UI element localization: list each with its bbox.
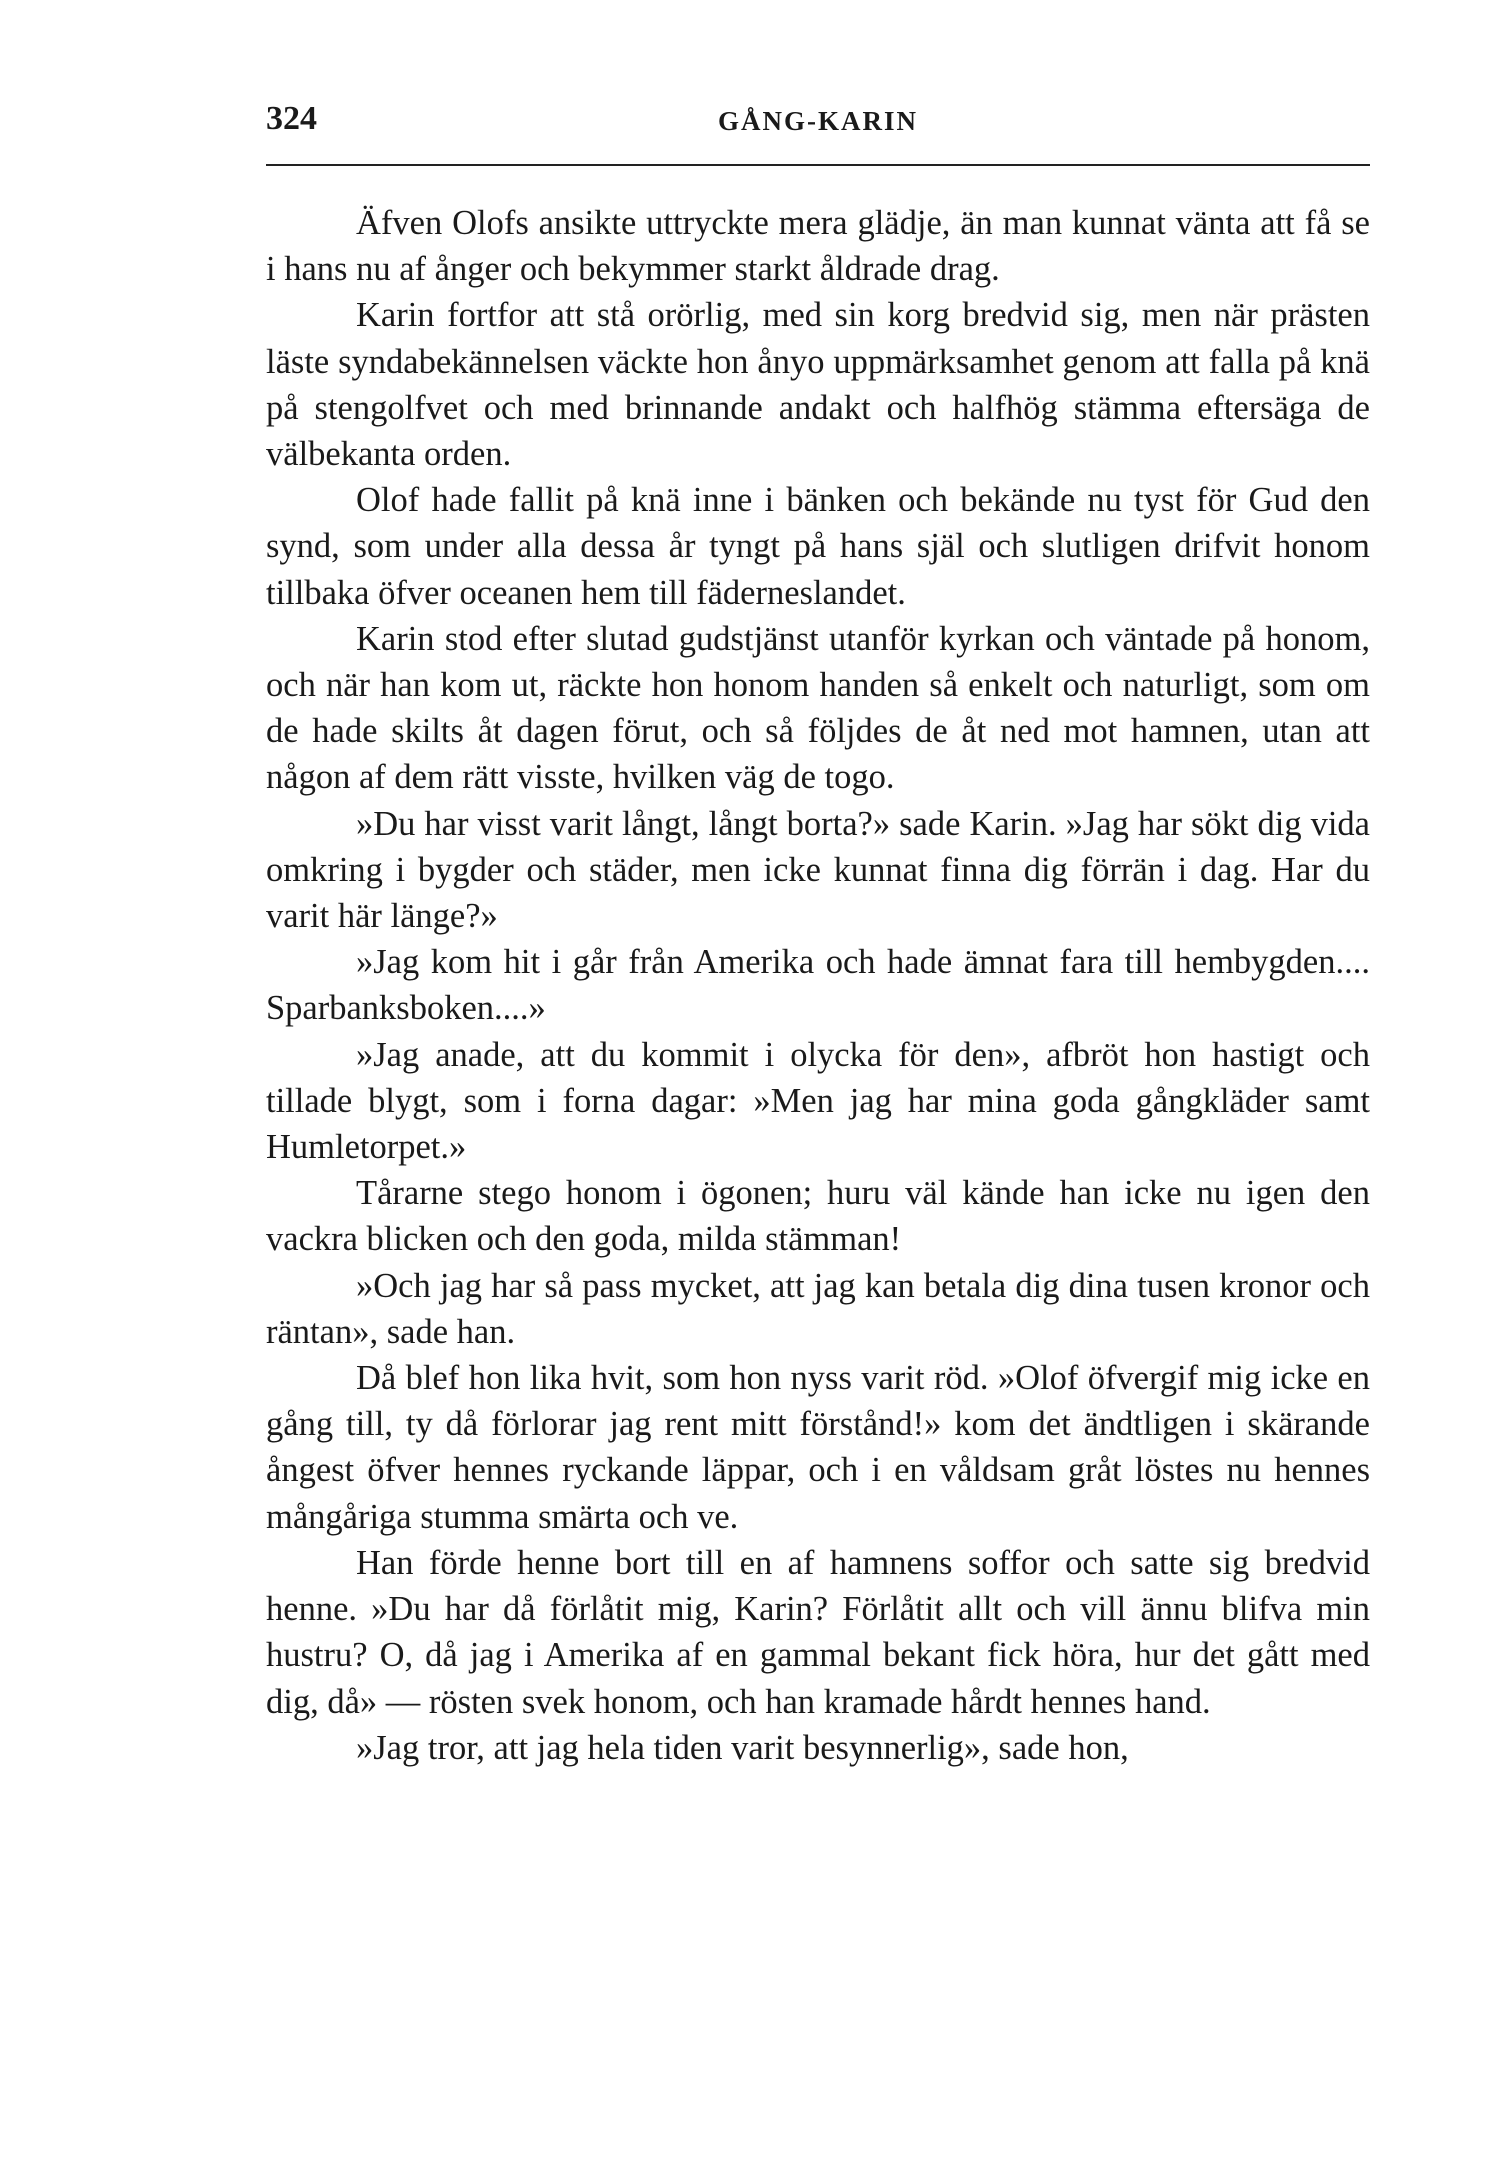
paragraph: »Jag tror, att jag hela tiden varit besynnerlig», sade hon, (356, 1728, 1129, 1767)
paragraph: Då blef hon lika hvit, som hon nyss varit röd. »Olof öfvergif mig icke en gång till, ty då förlorar jag rent mitt förstånd!» kom det ändtligen i skärande ångest öfver hennes ryckande läppar, och i en våldsam gråt löstes nu hennes mångåriga stumma smärta och ve. (266, 1359, 1370, 1536)
paragraph: »Du har visst varit långt, långt borta?» sade Karin. »Jag har sökt dig vida omkring i bygder och städer, men icke kunnat finna dig förrän i dag. Har du varit här länge?» (266, 804, 1370, 936)
paragraph: Karin stod efter slutad gudstjänst utanför kyrkan och väntade på honom, och när han kom ut, räckte hon honom handen så enkelt och naturligt, som om de hade skilts åt dagen förut, och så följdes de åt ned mot hamnen, utan att någon af dem rätt visste, hvilken väg de togo. (266, 619, 1370, 797)
body-text (266, 200, 1370, 1771)
paragraph: »Jag anade, att du kommit i olycka för den», afbröt hon hastigt och tillade blygt, som i forna dagar: »Men jag har mina goda gångkläder samt Humletorpet.» (266, 1035, 1370, 1167)
paragraph: »Jag kom hit i går från Amerika och hade ämnat fara till hembygden.... Sparbanksboken....» (266, 943, 1370, 1028)
paragraph: Äfven Olofs ansikte uttryckte mera glädje, än man kunnat vänta att få se i hans nu af ånger och bekymmer starkt åldrade drag. (266, 204, 1370, 289)
paragraph: Karin fortfor att stå orörlig, med sin korg bredvid sig, men när prästen läste syndabekännelsen väckte hon ånyo uppmärksamhet genom att falla på knä på stengolfvet och med brinnande andakt och halfhög stämma eftersäga de välbekanta orden. (266, 296, 1370, 474)
page-number: 324 (266, 100, 317, 137)
running-title: GÅNG-KARIN (718, 106, 918, 136)
header-rule (266, 164, 1370, 166)
paragraph: Han förde henne bort till en af hamnens soffor och satte sig bredvid henne. »Du har då förlåtit mig, Karin? Förlåtit allt och vill ännu blifva min hustru? O, då jag i Amerika af en gammal bekant fick höra, hur det gått med dig, då» — rösten svek honom, och han kramade hårdt hennes hand. (266, 1543, 1370, 1721)
paragraph: Olof hade fallit på knä inne i bänken och bekände nu tyst för Gud den synd, som under alla dessa år tyngt på hans själ och slutligen drifvit honom tillbaka öfver oceanen hem till fäderneslandet. (266, 481, 1370, 612)
paragraph: »Och jag har så pass mycket, att jag kan betala dig dina tusen kronor och räntan», sade han. (266, 1266, 1370, 1351)
paragraph: Tårarne stego honom i ögonen; huru väl kände han icke nu igen den vackra blicken och den goda, milda stämman! (266, 1174, 1370, 1259)
page-header (266, 100, 1370, 160)
